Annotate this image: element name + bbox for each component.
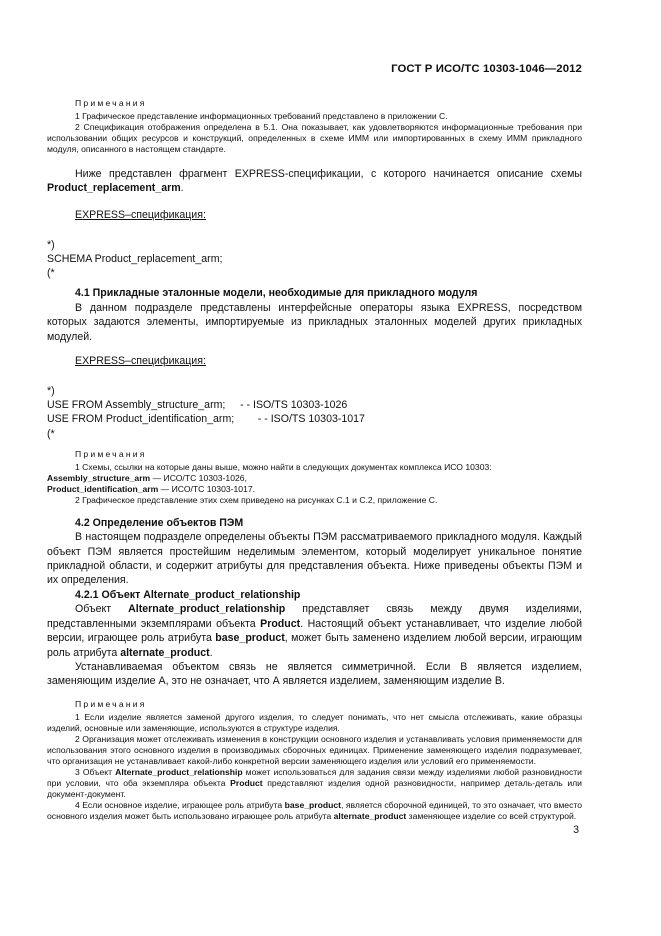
page-number: 3	[573, 824, 579, 836]
note-item: 1 Если изделие является заменой другого изделия, то следует понимать, что нет смысла отслеживать, какие образцы изделий, основные или заменяющие, используются в структуре изделия.	[47, 711, 582, 733]
note-item: 2 Организация может отслеживать изменения в конструкции основного изделия и устанавливать условия применяемости для использования этого основного изделия в производимых сборочных единицах. Применение заменяющего изделия подразумевает, что организация не устанавливает какой-либо конкретной версии заменяющего изделия или условий его применяемости.	[47, 733, 582, 766]
section-body: В данном подразделе представлены интерфейсные операторы языка EXPRESS, посредством которых задаются элементы, импортируемые из прикладных эталонных моделей других прикладных модулей.	[47, 301, 582, 343]
section-heading-4-2: 4.2 Определение объектов ПЭМ	[75, 516, 244, 529]
code-line: (*	[47, 267, 55, 280]
note-item: 2 Спецификация отображения определена в 5.1. Она показывает, как удовлетворяются информационные требования при использовании общих ресурсов и конструкций, определенных в схеме ИММ или импортированных в схему ИММ прикладного модуля, описанного в настоящем стандарте.	[47, 122, 582, 154]
section-body: Объект Alternate_product_relationship представляет связь между двумя изделиями, представленными экземплярами объекта Product. Настоящий объект устанавливает, что изделие любой версии, играющее роль атрибута base_product, может быть заменено изделием любой версии, играющим роль атрибута alternate_product.	[47, 603, 582, 659]
note-item: 2 Графическое представление этих схем приведено на рисунках С.1 и С.2, приложение С.	[75, 494, 438, 505]
intro-paragraph: Ниже представлен фрагмент EXPRESS-спецификации, с которого начинается описание схемы Product_replacement_arm.	[47, 168, 582, 195]
section-heading-4-1: 4.1 Прикладные эталонные модели, необходимые для прикладного модуля	[75, 287, 478, 300]
document-header: ГОСТ Р ИСО/ТС 10303-1046—2012	[391, 63, 582, 75]
express-label: EXPRESS–спецификация:	[75, 208, 206, 221]
code-line: (*	[47, 427, 55, 440]
section-body: В настоящем подразделе определены объекты ПЭМ рассматриваемого прикладного модуля. Каждый объект ПЭМ является простейшим неделимым элементом, который моделирует уникальное понятие прикладной области, и содержит атрибуты для представления объекта. Ниже приведены объекты ПЭМ и их определения.	[47, 531, 582, 587]
code-line: *)	[47, 385, 55, 398]
note-item: 1 Схемы, ссылки на которые даны выше, можно найти в следующих документах комплекса ИСО 10303:	[75, 461, 492, 472]
note-item: 3 Объект Alternate_product_relationship может использоваться для задания связи между изделиями любой разновидности при условии, что оба экземпляра объекта Product представляют изделия одной разновидности, например деталь-деталь или документ-документ.	[47, 766, 582, 799]
note-item: 4 Если основное изделие, играющее роль атрибута base_product, является сборочной единицей, то это означает, что вместо основного изделия может быть использовано играющее роль атрибута alternate_product заменяющее изделие со всей структурой.	[47, 799, 583, 821]
section-heading-4-2-1: 4.2.1 Объект Alternate_product_relationship	[75, 588, 301, 601]
code-line: SCHEMA Product_replacement_arm;	[47, 253, 223, 266]
note-item: 1 Графическое представление информационных требований представлено в приложении С.	[75, 111, 448, 121]
section-body: Устанавливаемая объектом связь не является симметричной. Если В является изделием, заменяющим изделие А, это не означает, что А является изделием, заменяющим изделие В.	[47, 660, 582, 688]
code-line: USE FROM Assembly_structure_arm; - - ISO/TS 10303-1026	[47, 399, 348, 412]
code-line: USE FROM Product_identification_arm; - - ISO/TS 10303-1017	[47, 413, 365, 426]
note-item: Product_identification_arm — ИСО/ТС 10303-1017.	[47, 483, 256, 494]
notes-label: Примечания	[75, 448, 147, 459]
note-item: Assembly_structure_arm — ИСО/ТС 10303-1026,	[47, 472, 247, 483]
express-label: EXPRESS–спецификация:	[75, 355, 206, 368]
code-line: *)	[47, 238, 55, 251]
page-content	[47, 98, 582, 822]
schema-name: Product_replacement_arm	[47, 182, 181, 195]
notes-label: Примечания	[75, 698, 147, 709]
notes-label: Примечания	[75, 98, 147, 108]
